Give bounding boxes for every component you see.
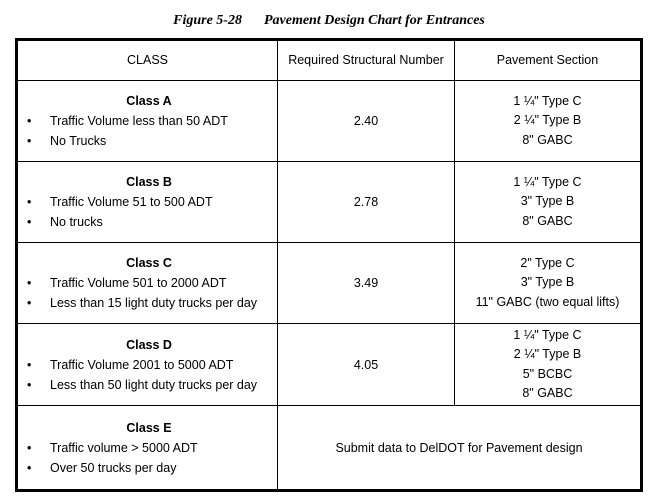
section-layer: 1 ¼" Type C [513,93,582,108]
section-layer: 3" Type B [520,194,575,209]
criteria-item: • No Trucks [27,131,271,151]
criteria-item: • Less than 50 light duty trucks per day [27,375,271,395]
structural-number: 4.05 [278,324,455,406]
criteria-item: • Traffic Volume 501 to 2000 ADT [27,273,271,293]
class-criteria [27,192,271,232]
pavement-section [455,81,642,162]
criteria-item: • Traffic Volume 51 to 500 ADT [27,192,271,212]
header-row [17,40,642,81]
class-cell [17,243,278,324]
section-layer: 11" GABC (two equal lifts) [475,294,620,309]
class-cell [17,162,278,243]
class-title: Class D [126,337,172,352]
class-criteria [27,273,271,313]
class-cell [17,81,278,162]
section-layer: 1 ¼" Type C [513,174,582,189]
class-title: Class B [126,175,172,189]
section-layer: 3" Type B [520,275,575,290]
section-layer: 5" BCBC [522,366,573,381]
pavement-section [455,162,642,243]
criteria-item: • Over 50 trucks per day [27,458,271,478]
section-layer: 2 ¼" Type B [513,113,582,128]
figure-number: Figure 5-28 [173,13,242,28]
criteria-item: • No trucks [27,212,271,232]
section-layer: 8" GABC [522,132,573,147]
class-title: Class A [126,94,172,108]
table-row-class-d [17,324,642,406]
header-pavement-section: Pavement Section [455,40,642,81]
section-layer: 8" GABC [522,386,573,400]
section-layer: 2 ¼" Type B [513,347,582,361]
structural-number: 2.40 [278,81,455,162]
pavement-section [455,324,642,406]
class-criteria [27,438,271,478]
figure-title: Pavement Design Chart for Entrances [263,13,485,28]
criteria-item: • Traffic Volume 2001 to 5000 ADT [27,355,271,375]
table-row-class-b [17,162,642,243]
header-structural-number: Required Structural Number [278,40,455,81]
figure-caption [0,13,658,29]
section-layer: 1 ¼" Type C [513,327,582,342]
structural-number: 3.49 [278,243,455,324]
criteria-item: • Less than 15 light duty trucks per day [27,293,271,313]
section-layer: 2" Type C [520,255,575,270]
header-class: CLASS [17,40,278,81]
pavement-section [455,243,642,324]
table-row-class-e [17,406,642,491]
class-criteria [27,355,271,395]
class-cell [17,406,278,491]
criteria-item: • Traffic Volume less than 50 ADT [27,111,271,131]
class-criteria [27,111,271,151]
pavement-design-table [15,38,643,492]
structural-number: 2.78 [278,162,455,243]
class-title: Class E [126,420,172,435]
criteria-item: • Traffic volume > 5000 ADT [27,438,271,458]
table-row-class-a [17,81,642,162]
table-row-class-c [17,243,642,324]
class-title: Class C [126,256,172,270]
class-cell [17,324,278,406]
section-layer: 8" GABC [522,213,573,228]
combined-note: Submit data to DelDOT for Pavement design [278,406,642,491]
